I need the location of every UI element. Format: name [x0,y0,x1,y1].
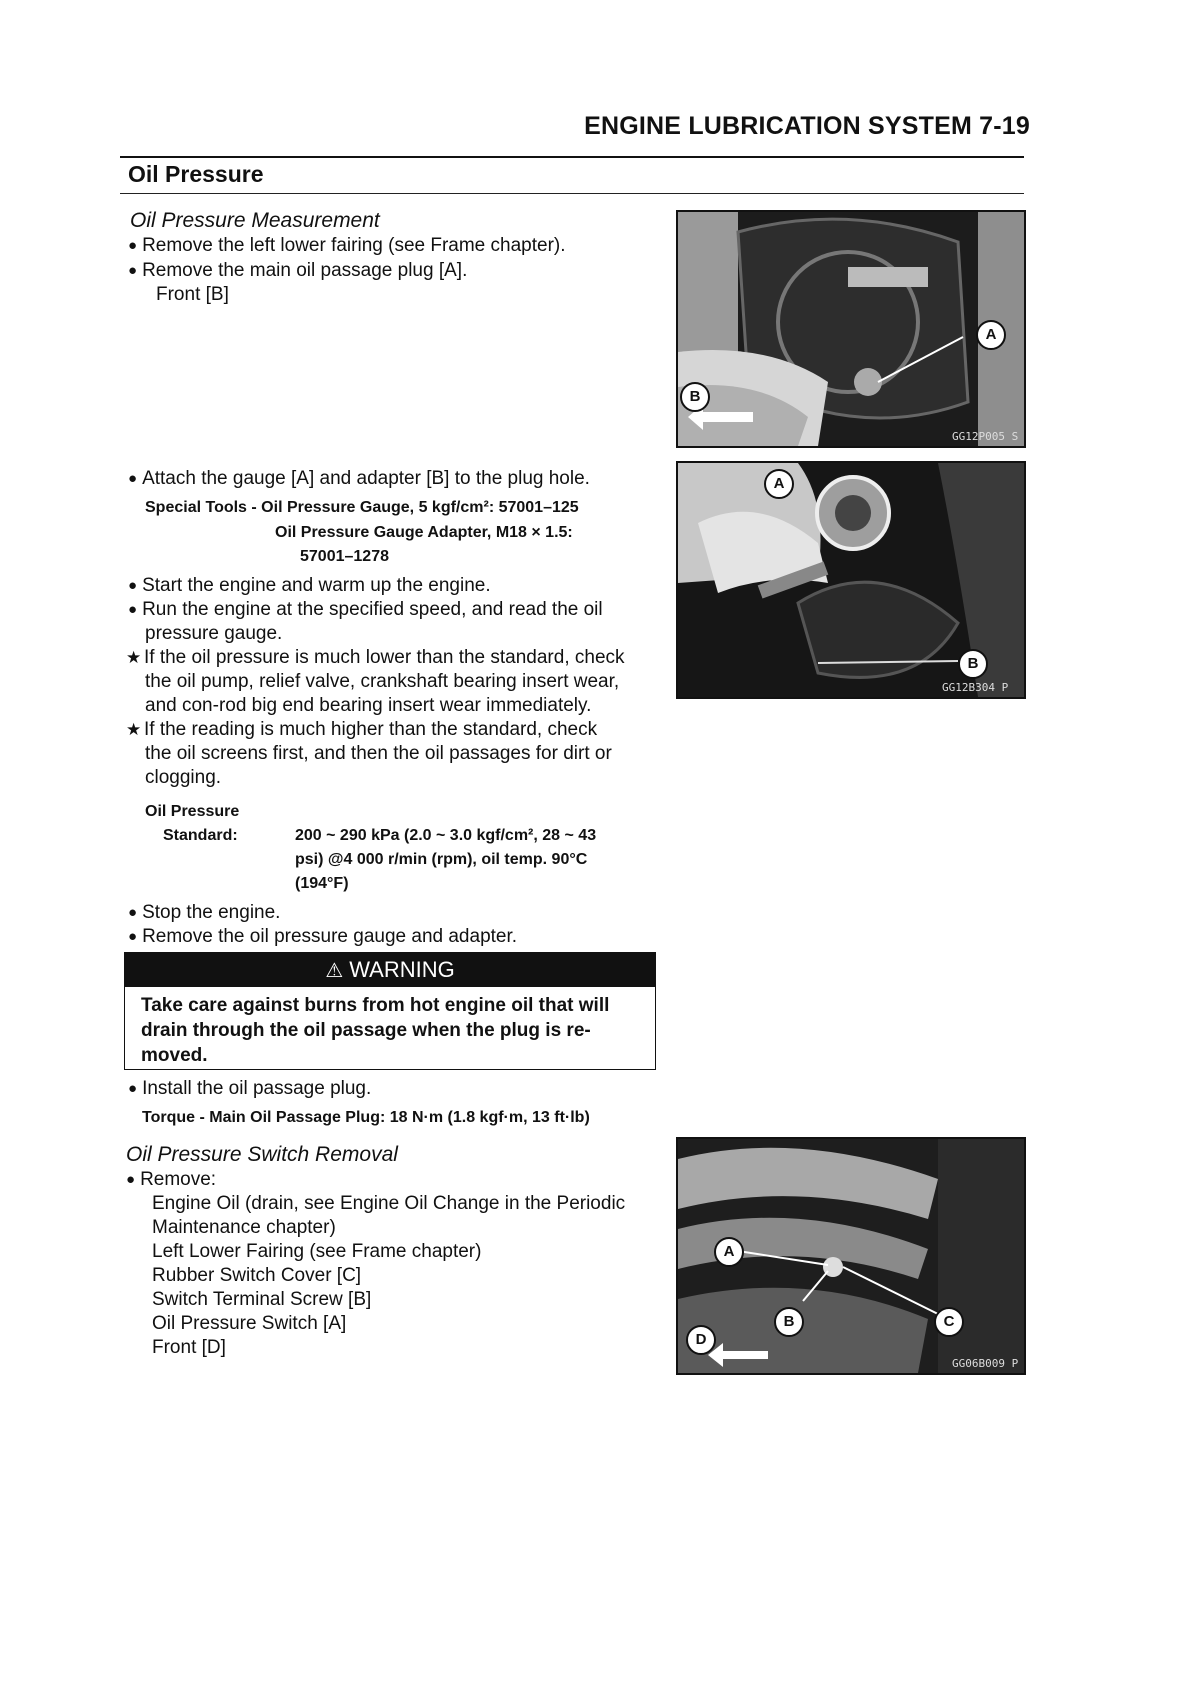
measurement-heading: Oil Pressure Measurement [130,209,380,232]
warning-line-3: moved. [141,1045,208,1066]
section-rule [120,193,1024,194]
callout-a: A [764,469,794,499]
removal-heading: Oil Pressure Switch Removal [126,1143,398,1166]
callout-b: B [774,1307,804,1337]
warning-body [141,993,641,1068]
engine-photo-gauge-attached [676,461,1026,699]
callout-d: D [686,1325,716,1355]
measurement-step-4: ● Start the engine and warm up the engine. [128,574,491,599]
removal-item: Engine Oil (drain, see Engine Oil Change in the Periodic [152,1193,626,1214]
callout-c: C [934,1307,964,1337]
callout-b: B [680,382,710,412]
star-note-2-line-1: If the reading is much higher than the standard, check [144,719,598,740]
measurement-step-5-line-1: ● Run the engine at the specified speed, and read the oil [128,598,603,623]
star-note-1-line-1: If the oil pressure is much lower than the standard, check [144,647,625,668]
removal-step-1: ● Remove: [126,1168,216,1193]
removal-item: Switch Terminal Screw [B] [152,1289,372,1310]
star-note-1-line-2: the oil pump, relief valve, crankshaft bearing insert wear, [145,671,620,692]
callout-b: B [958,649,988,679]
special-tools-line-3: 57001–1278 [300,548,389,565]
star-note-1-line-3: and con-rod big end bearing insert wear immediately. [145,695,592,716]
measurement-step-2-sub: Front [B] [156,284,229,305]
header-rule [120,156,1024,158]
measurement-step-3: ● Attach the gauge [A] and adapter [B] to the plug hole. [128,467,590,492]
measurement-step-6: ● Stop the engine. [128,901,280,926]
warning-line-2: drain through the oil passage when the plug is re- [141,1020,591,1041]
photo-code: GG12P005 S [952,430,1019,443]
spec-value-line-1: 200 ~ 290 kPa (2.0 ~ 3.0 kgf/cm², 28 ~ 43 [295,827,597,844]
engine-photo-oil-pressure-switch [676,1137,1026,1375]
spec-label: Oil Pressure [145,803,240,820]
removal-item: Oil Pressure Switch [A] [152,1313,347,1334]
warning-title: WARNING [349,957,455,982]
torque-line: Torque - Main Oil Passage Plug: 18 N·m (1.8 kgf·m, 13 ft·lb) [142,1109,590,1126]
star-icon: ★ [126,648,142,667]
star-note-2-line-3: clogging. [145,767,222,788]
warning-box [124,952,656,1070]
callout-a: A [714,1237,744,1267]
spec-standard-label: Standard: [163,827,238,844]
removal-item: Left Lower Fairing (see Frame chapter) [152,1241,482,1262]
engine-photo-oil-passage-plug [676,210,1026,448]
measurement-step-5-line-2: pressure gauge. [145,623,283,644]
measurement-step-2: ● Remove the main oil passage plug [A]. [128,259,467,284]
star-note-2-line-2: the oil screens first, and then the oil passages for dirt or [145,743,612,764]
engine-photo-1-illustration [678,212,1024,446]
callout-a: A [976,320,1006,350]
section-title: Oil Pressure [128,161,264,187]
spec-value-line-2: psi) @4 000 r/min (rpm), oil temp. 90°C [295,851,588,868]
special-tools-line-2: Oil Pressure Gauge Adapter, M18 × 1.5: [275,524,573,541]
install-plug-step: ● Install the oil passage plug. [128,1077,371,1102]
removal-item: Maintenance chapter) [152,1217,336,1238]
warning-bar [125,953,655,987]
removal-item: Rubber Switch Cover [C] [152,1265,362,1286]
special-tools-line-1: Special Tools - Oil Pressure Gauge, 5 kgf/cm²: 57001–125 [145,499,579,516]
warning-triangle-icon: ⚠ [325,960,344,982]
photo-code: GG12B304 P [942,681,1009,694]
warning-line-1: Take care against burns from hot engine oil that will [141,995,610,1016]
measurement-step-1: ● Remove the left lower fairing (see Frame chapter). [128,234,566,259]
photo-code: GG06B009 P [952,1357,1019,1370]
measurement-step-7: ● Remove the oil pressure gauge and adapter. [128,925,517,950]
page-header: ENGINE LUBRICATION SYSTEM 7-19 [584,112,1030,140]
star-icon: ★ [126,720,142,739]
spec-value-line-3: (194°F) [295,875,349,892]
removal-item: Front [D] [152,1337,226,1358]
